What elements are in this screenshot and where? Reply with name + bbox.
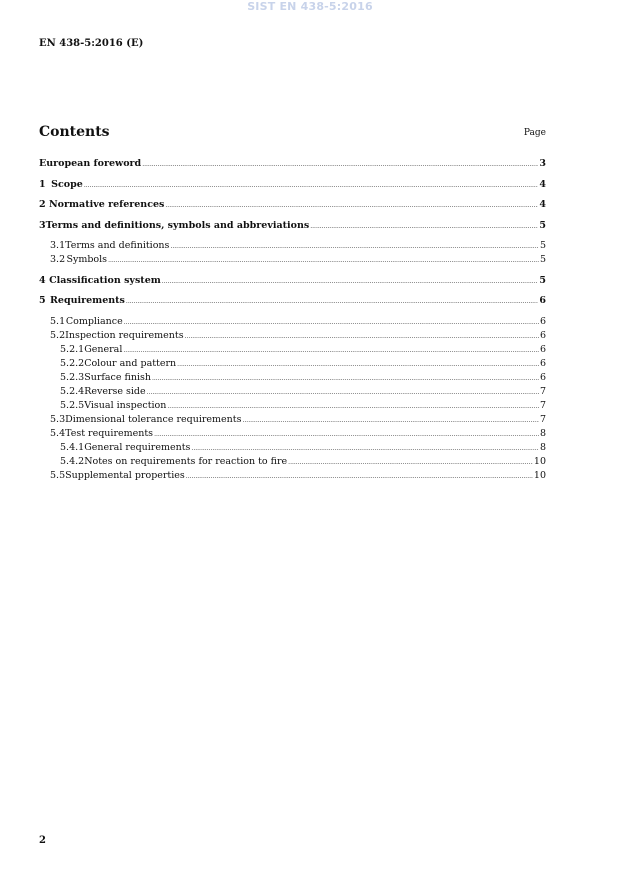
toc-entry-number: 5.2 (50, 329, 66, 341)
toc-entry-title: General requirements (84, 441, 191, 453)
toc-leader (108, 254, 539, 267)
toc-entry-european-foreword[interactable] (39, 157, 546, 171)
toc-entry-title: Classification system (49, 274, 161, 286)
toc-entry-5-2-3[interactable] (39, 371, 546, 385)
toc-entry-number: 5.5 (50, 469, 66, 481)
watermark: SIST EN 438-5:2016 (247, 0, 373, 13)
toc-entry-number: 1 (39, 178, 46, 190)
toc-leader (123, 344, 539, 357)
toc-entry-number: 5.2.3 (60, 371, 85, 383)
contents-header (39, 124, 546, 144)
toc-leader (191, 442, 539, 455)
toc-leader (167, 400, 539, 413)
toc-entry-title: European foreword (39, 158, 142, 169)
toc-leader (84, 179, 539, 192)
toc-entry-normative-references[interactable] (39, 198, 546, 212)
toc-entry-page: 3 (539, 158, 546, 169)
toc-entry-title: Surface finish (84, 371, 151, 383)
toc-entry-3-2[interactable] (39, 253, 546, 267)
toc-entry-title: Terms and definitions (65, 240, 170, 251)
toc-entry-page: 4 (539, 178, 546, 190)
toc-entry-title: Inspection requirements (65, 329, 184, 341)
toc-leader (142, 158, 538, 171)
toc-entry-5-2-2[interactable] (39, 357, 546, 371)
toc-entry-page: 6 (539, 371, 546, 383)
toc-entry-page: 7 (539, 413, 546, 425)
toc-entry-title: Supplemental properties (65, 469, 185, 481)
toc-entry-page: 5 (539, 254, 546, 265)
toc-entry-number: 5.3 (50, 413, 66, 425)
toc-entry-5-4[interactable] (39, 427, 546, 441)
toc-leader (165, 199, 538, 212)
toc-entry-title: Compliance (65, 315, 123, 327)
toc-entry-page: 10 (533, 469, 546, 481)
toc-leader (162, 275, 539, 288)
toc-entry-page: 5 (539, 240, 546, 251)
toc-entry-5-4-2[interactable] (39, 455, 546, 469)
toc-entry-title: Symbols (66, 254, 108, 265)
toc-entry-5-4-1[interactable] (39, 441, 546, 455)
page-number: 2 (39, 835, 46, 846)
toc-entry-5-2-4[interactable] (39, 385, 546, 399)
toc-entry-5-3[interactable] (39, 413, 546, 427)
toc-entry-number: 3.2 (50, 254, 66, 265)
table-of-contents (39, 157, 546, 483)
page-column-label: Page (523, 128, 546, 138)
toc-leader (177, 358, 539, 371)
toc-entry-5-2[interactable] (39, 329, 546, 343)
toc-entry-title: Reverse side (84, 385, 146, 397)
toc-entry-title: Terms and definitions, symbols and abbreviations (45, 219, 310, 231)
toc-entry-page: 4 (539, 199, 546, 210)
toc-entry-title: Dimensional tolerance requirements (65, 413, 242, 425)
toc-leader (124, 316, 539, 329)
toc-entry-number: 3 (39, 219, 46, 231)
toc-entry-requirements[interactable] (39, 294, 546, 308)
toc-entry-number: 5.4 (50, 427, 66, 439)
toc-entry-page: 6 (539, 329, 546, 341)
toc-entry-title: Normative references (48, 199, 165, 210)
toc-entry-page: 5 (539, 274, 546, 286)
toc-entry-number: 5.2.5 (60, 399, 85, 411)
toc-leader (186, 470, 533, 483)
toc-leader (310, 220, 538, 233)
toc-entry-title: Test requirements (65, 427, 154, 439)
toc-entry-title: Scope (51, 178, 83, 190)
toc-entry-page: 6 (539, 315, 546, 327)
toc-leader (147, 386, 539, 399)
toc-entry-3-1[interactable] (39, 239, 546, 253)
toc-entry-classification-system[interactable] (39, 274, 546, 288)
toc-leader (154, 428, 539, 441)
toc-entry-5-1[interactable] (39, 315, 546, 329)
toc-entry-page: 7 (539, 385, 546, 397)
toc-entry-number: 5.4.2 (60, 455, 85, 467)
toc-leader (185, 330, 539, 343)
toc-entry-number: 5.2.2 (60, 357, 85, 369)
toc-entry-number: 5.2.4 (60, 385, 85, 397)
toc-entry-page: 6 (539, 357, 546, 369)
toc-leader (242, 414, 538, 427)
document-id: EN 438-5:2016 (E) (39, 38, 144, 49)
toc-entry-number: 2 (39, 199, 46, 210)
toc-entry-page: 6 (539, 295, 546, 306)
toc-entry-number: 5.2.1 (60, 343, 85, 355)
toc-leader (288, 456, 533, 469)
toc-leader (170, 240, 539, 253)
toc-leader (152, 372, 539, 385)
toc-entry-title: General (84, 343, 123, 355)
toc-entry-title: Colour and pattern (84, 357, 177, 369)
toc-entry-5-2-5[interactable] (39, 399, 546, 413)
toc-entry-number: 5.4.1 (60, 441, 85, 453)
toc-entry-page: 10 (533, 455, 546, 467)
toc-entry-page: 8 (539, 441, 546, 453)
toc-entry-title: Requirements (50, 295, 125, 306)
toc-entry-scope[interactable] (39, 178, 546, 192)
toc-leader (126, 295, 538, 308)
toc-entry-title: Visual inspection (84, 399, 167, 411)
toc-entry-title: Notes on requirements for reaction to fire (84, 455, 288, 467)
contents-title: Contents (39, 124, 110, 140)
toc-entry-page: 8 (539, 427, 546, 439)
toc-entry-5-2-1[interactable] (39, 343, 546, 357)
toc-entry-number: 4 (39, 274, 46, 286)
toc-entry-5-5[interactable] (39, 469, 546, 483)
toc-entry-page: 7 (539, 399, 546, 411)
toc-entry-number: 3.1 (50, 240, 66, 251)
toc-entry-page: 5 (539, 219, 546, 231)
toc-entry-number: 5 (39, 295, 46, 306)
toc-entry-page: 6 (539, 343, 546, 355)
toc-entry-terms-definitions[interactable] (39, 219, 546, 233)
toc-entry-number: 5.1 (50, 315, 66, 327)
